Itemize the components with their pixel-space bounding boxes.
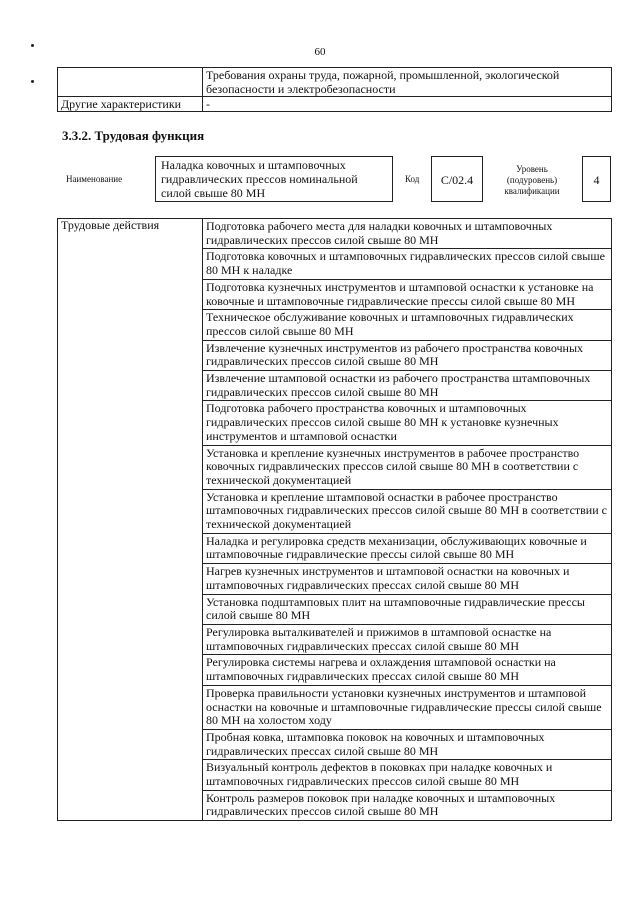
labor-action-item: Регулировка системы нагрева и охлаждения штамповой оснастки на штамповочных гидравлических прессах силой свыше 80 МН bbox=[203, 655, 612, 685]
empty-cell bbox=[58, 68, 203, 97]
labor-actions-label: Трудовые действия bbox=[58, 219, 203, 821]
top-table bbox=[57, 67, 612, 112]
table-row bbox=[58, 219, 612, 249]
labor-action-item: Наладка и регулировка средств механизации, обслуживающих ковочные и штамповочные гидравлические прессы силой свыше 80 МН bbox=[203, 533, 612, 563]
labor-action-item: Установка подштамповых плит на штамповочные гидравлические прессы силой свыше 80 МН bbox=[203, 594, 612, 624]
labor-action-item: Пробная ковка, штамповка поковок на ковочных и штамповочных гидравлических прессах силой свыше 80 МН bbox=[203, 729, 612, 759]
labor-action-item: Извлечение кузнечных инструментов из рабочего пространства ковочных гидравлических прессов силой свыше 80 МН bbox=[203, 340, 612, 370]
requirements-cell: Требования охраны труда, пожарной, промышленной, экологической безопасности и электробезопасности bbox=[203, 68, 612, 97]
labor-action-item: Визуальный контроль дефектов в поковках при наладке ковочных и штамповочных гидравлических прессов силой свыше 80 МН bbox=[203, 760, 612, 790]
labor-action-item: Извлечение штамповой оснастки из рабочего пространства штамповочных гидравлических прессов силой свыше 80 МН bbox=[203, 371, 612, 401]
labor-action-item: Подготовка рабочего пространства ковочных и штамповочных гидравлических прессов силой свыше 80 МН к установке кузнечных инструментов и штамповой оснастки bbox=[203, 401, 612, 445]
other-characteristics-value: - bbox=[203, 97, 612, 112]
labor-action-item: Регулировка выталкивателей и прижимов в штамповой оснастке на штамповочных гидравлических прессах силой свыше 80 МН bbox=[203, 624, 612, 654]
labor-action-item: Подготовка рабочего места для наладки ковочных и штамповочных гидравлических прессов силой свыше 80 МН bbox=[203, 219, 612, 249]
other-characteristics-label: Другие характеристики bbox=[58, 97, 203, 112]
code-box: С/02.4 bbox=[431, 156, 483, 202]
level-label: Уровень (подуровень) квалификации bbox=[504, 164, 560, 196]
table-row bbox=[58, 68, 612, 97]
margin-mark-bottom bbox=[31, 80, 34, 83]
labor-action-item: Нагрев кузнечных инструментов и штамповой оснастки на ковочных и штамповочных гидравлических прессах силой свыше 80 МН bbox=[203, 564, 612, 594]
labor-action-item: Подготовка ковочных и штамповочных гидравлических прессов силой свыше 80 МН к наладке bbox=[203, 249, 612, 279]
function-name-box: Наладка ковочных и штамповочных гидравлических прессов номинальной силой свыше 80 МН bbox=[155, 156, 393, 202]
labor-action-item: Проверка правильности установки кузнечных инструментов и штамповой оснастки на ковочные и штамповочные гидравлические прессы силой свыше 80 МН на холостом ходу bbox=[203, 685, 612, 729]
labor-action-item: Установка и крепление кузнечных инструментов в рабочее пространство ковочных гидравлических прессов силой свыше 80 МН в соответствии с технической документацией bbox=[203, 445, 612, 489]
labor-actions-table bbox=[57, 218, 612, 821]
page-number: 60 bbox=[314, 46, 326, 58]
code-label: Код bbox=[405, 174, 420, 184]
table-row bbox=[58, 97, 612, 112]
labor-action-item: Подготовка кузнечных инструментов и штамповой оснастки к установке на ковочные и штамповочные гидравлические прессы силой свыше 80 МН bbox=[203, 279, 612, 309]
section-title: 3.3.2. Трудовая функция bbox=[62, 128, 205, 143]
name-label: Наименование bbox=[66, 174, 123, 184]
level-box: 4 bbox=[582, 156, 611, 202]
labor-action-item: Контроль размеров поковок при наладке ковочных и штамповочных гидравлических прессов силой свыше 80 МН bbox=[203, 790, 612, 820]
labor-action-item: Техническое обслуживание ковочных и штамповочных гидравлических прессов силой свыше 80 МН bbox=[203, 310, 612, 340]
labor-action-item: Установка и крепление штамповой оснастки в рабочее пространство штамповочных гидравлических прессов силой свыше 80 МН в соответствии с технической документацией bbox=[203, 489, 612, 533]
